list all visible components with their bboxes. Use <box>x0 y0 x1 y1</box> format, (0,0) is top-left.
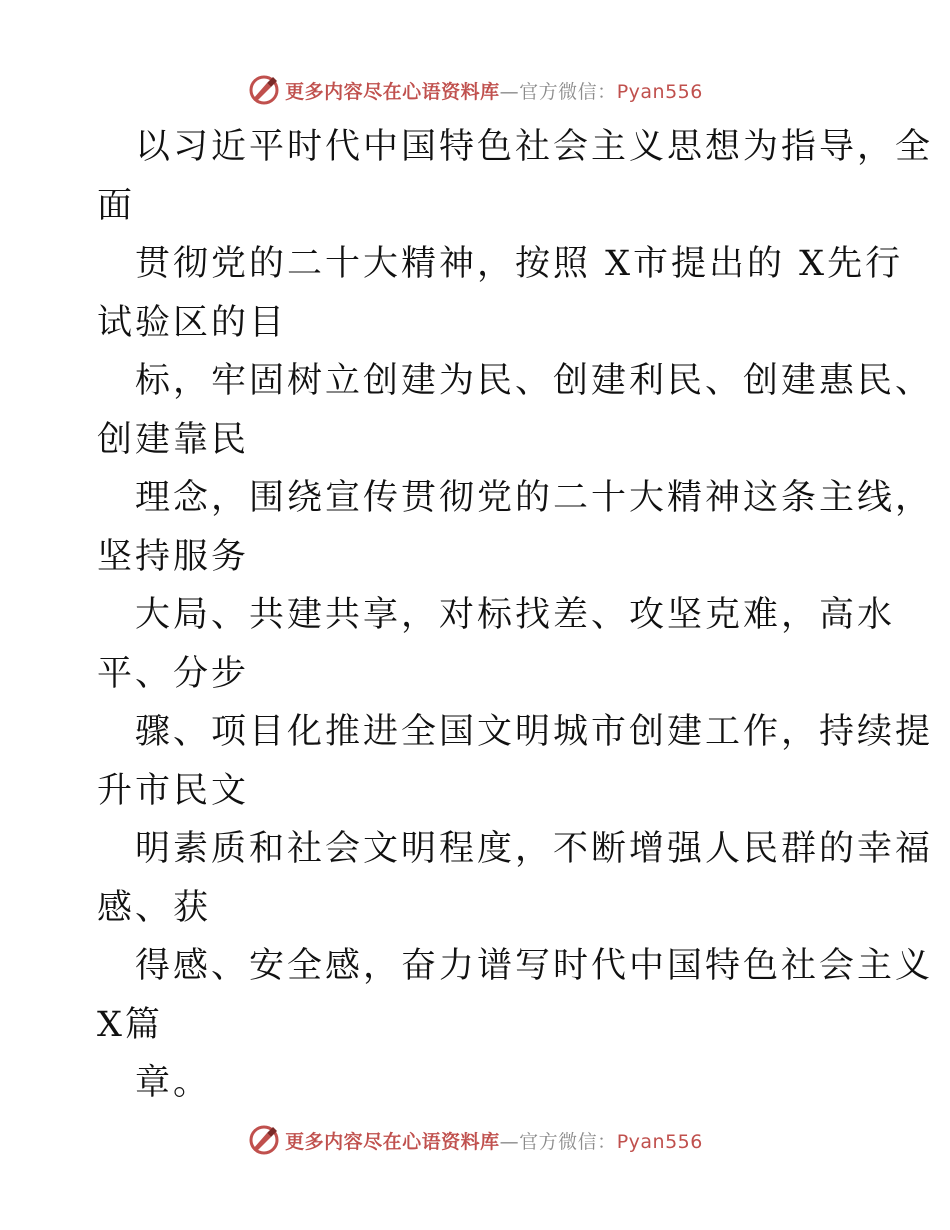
banner-text <box>285 1127 703 1154</box>
banner-wechat-label: —官方微信： <box>499 80 617 103</box>
banner-wechat-id: Pyan556 <box>616 80 703 103</box>
body-line: 感、获 <box>97 887 212 928</box>
body-line: 贯彻党的二十大精神，按照 X市提出的 X先行 <box>135 244 904 284</box>
body-line: 理念，围绕宣传贯彻党的二十大精神这条主线， <box>135 478 934 518</box>
body-line: 升市民文 <box>97 770 250 811</box>
body-line: 坚持服务 <box>97 536 250 577</box>
body-line: 面 <box>97 185 136 226</box>
pen-logo-icon <box>247 1123 281 1157</box>
body-line: 以习近平时代中国特色社会主义思想为指导，全 <box>135 127 934 167</box>
header-banner <box>0 70 950 110</box>
banner-text <box>285 77 703 104</box>
document-body <box>97 118 934 1113</box>
body-line: 章。 <box>135 1063 212 1103</box>
banner-wechat-id: Pyan556 <box>616 1130 703 1153</box>
banner-title: 更多内容尽在心语资料库 <box>285 1130 500 1153</box>
footer-banner <box>0 1120 950 1160</box>
body-line: 得感、安全感，奋力谱写时代中国特色社会主义 <box>135 946 934 986</box>
body-line: 试验区的目 <box>97 302 288 343</box>
body-line: 创建靠民 <box>97 419 250 460</box>
body-line: 骤、项目化推进全国文明城市创建工作，持续提 <box>135 712 934 752</box>
body-line: 明素质和社会文明程度，不断增强人民群的幸福 <box>135 829 934 869</box>
body-line: X篇 <box>97 1004 163 1045</box>
body-line: 标，牢固树立创建为民、创建利民、创建惠民、 <box>135 361 934 401</box>
banner-title: 更多内容尽在心语资料库 <box>285 80 500 103</box>
pen-logo-icon <box>247 73 281 107</box>
banner-wechat-label: —官方微信： <box>499 1130 617 1153</box>
body-line: 平、分步 <box>97 653 250 694</box>
body-line: 大局、共建共享，对标找差、攻坚克难，高水 <box>135 595 896 635</box>
